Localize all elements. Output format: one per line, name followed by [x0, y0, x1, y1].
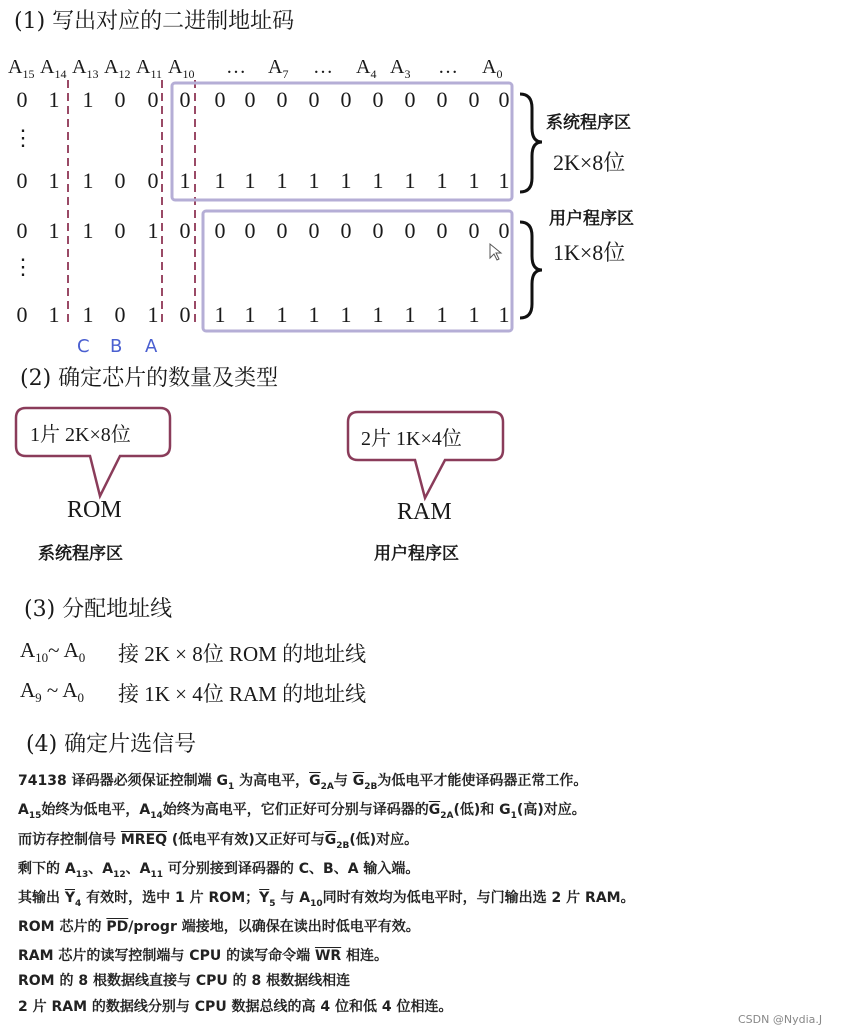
bit-cell: 0: [436, 87, 448, 112]
brace-2: [520, 222, 542, 318]
bit-cell: 1: [468, 302, 480, 327]
bit-cell: 1: [147, 218, 159, 243]
header-label: $A_{15}$: [8, 56, 35, 81]
rom-bubble-text: 1片 2K×8位: [30, 424, 131, 446]
note-2: $A_{15}$始终为低电平，$A_{14}$始终为高电平，它们正好可分别与译码器的$\overline{G}_{2A}$(低)和 $G_1$(高)对应。: [18, 802, 586, 821]
bit-cell: 0: [16, 218, 28, 243]
cba-a: A: [145, 336, 158, 357]
bit-cell: 1: [48, 218, 60, 243]
bit-cell: 0: [179, 218, 191, 243]
bit-cell: 0: [498, 218, 510, 243]
bit-cell: 1: [436, 168, 448, 193]
cap-1k8: 1K×8位: [553, 240, 626, 265]
header-label: $A_{13}$: [72, 56, 99, 81]
bit-cell: 1: [308, 168, 320, 193]
bit-cell: 0: [468, 218, 480, 243]
header-label: …: [438, 56, 458, 78]
addr-line-2-range: $A_9$ ~ $A_0$: [20, 678, 85, 706]
header-label: $A_7$: [268, 56, 289, 81]
bit-cell: 0: [404, 87, 416, 112]
bit-cell: 1: [48, 87, 60, 112]
ram-range-box: [203, 211, 512, 331]
bit-cell: 0: [340, 218, 352, 243]
bit-cell: 0: [468, 87, 480, 112]
bit-cell: 1: [82, 168, 94, 193]
bit-cell: 1: [498, 168, 510, 193]
bit-cell: 0: [276, 218, 288, 243]
bit-cell: 0: [179, 302, 191, 327]
cap-2k8: 2K×8位: [553, 150, 626, 175]
rom-label: 系统程序区: [38, 544, 123, 564]
bit-cell: 1: [372, 168, 384, 193]
bit-cell: 1: [82, 302, 94, 327]
bit-cell: 0: [498, 87, 510, 112]
bit-cell: 1: [404, 168, 416, 193]
bit-cell: 1: [340, 302, 352, 327]
bit-cell: 1: [147, 302, 159, 327]
address-overlay: [0, 0, 841, 340]
bit-cell: 0: [372, 87, 384, 112]
bit-cell: 1: [276, 302, 288, 327]
bit-cell: 1: [404, 302, 416, 327]
bit-cell: 1: [372, 302, 384, 327]
bit-cell: 1: [179, 168, 191, 193]
bit-cell: 1: [214, 168, 226, 193]
label-system-program: 系统程序区: [546, 113, 631, 133]
rom-name: ROM: [67, 497, 122, 523]
bit-cell: 0: [340, 87, 352, 112]
section-1-title: (1) 写出对应的二进制地址码: [14, 9, 295, 34]
note-8: ROM 的 8 根数据线直接与 CPU 的 8 根数据线相连: [18, 973, 351, 989]
note-5: 其输出 $\overline{Y}_4$ 有效时，选中 1 片 ROM；$\overline{Y}_5$ 与 $A_{10}$同时有效均为低电平时，与门输出选 2 片 RAM。: [18, 890, 635, 909]
bit-cell: 1: [214, 302, 226, 327]
note-3: 而访存控制信号 MREQ (低电平有效)又正好可与$\overline{G}_{2B}$(低)对应。: [18, 832, 419, 851]
bit-cell: 1: [244, 302, 256, 327]
header-label: …: [226, 56, 246, 78]
header-label: $A_{11}$: [136, 56, 163, 81]
bit-cell: 0: [16, 302, 28, 327]
vertical-ellipsis: ⋮: [12, 254, 34, 279]
bit-cell: 0: [114, 218, 126, 243]
bit-cell: 0: [404, 218, 416, 243]
section-4-title: (4) 确定片选信号: [26, 732, 197, 757]
bit-cell: 1: [276, 168, 288, 193]
bubbles: [0, 400, 841, 510]
bit-cell: 1: [82, 87, 94, 112]
header-label: $A_3$: [390, 56, 411, 81]
bit-cell: 0: [147, 168, 159, 193]
cba-c: C: [77, 336, 90, 357]
cba-b: B: [110, 336, 123, 357]
bit-cell: 1: [340, 168, 352, 193]
bit-cell: 0: [114, 87, 126, 112]
bit-cell: 0: [244, 218, 256, 243]
bit-cell: 0: [179, 87, 191, 112]
bit-cell: 0: [16, 168, 28, 193]
credit: CSDN @Nydia.J: [738, 1013, 823, 1026]
section-3-title: (3) 分配地址线: [24, 597, 173, 622]
ram-label: 用户程序区: [374, 544, 459, 564]
bit-cell: 0: [147, 87, 159, 112]
bit-cell: 0: [372, 218, 384, 243]
addr-line-2-text: 接 1K × 4位 RAM 的地址线: [118, 682, 367, 706]
cursor-icon: [490, 244, 501, 260]
bit-cell: 0: [16, 87, 28, 112]
bit-cell: 1: [498, 302, 510, 327]
bit-cell: 1: [82, 218, 94, 243]
note-6: ROM 芯片的 $\overline{PD}$/progr 端接地，以确保在读出时低电平有效。: [18, 919, 420, 935]
bit-cell: 0: [436, 218, 448, 243]
bit-cell: 0: [244, 87, 256, 112]
note-4: 剩下的 $A_{13}$、$A_{12}$、$A_{11}$ 可分别接到译码器的 C、B、A 输入端。: [18, 861, 420, 880]
bit-cell: 0: [114, 302, 126, 327]
brace-1: [520, 94, 542, 192]
header-label: $A_{10}$: [168, 56, 195, 81]
note-9: 2 片 RAM 的数据线分别与 CPU 数据总线的高 4 位和低 4 位相连。: [18, 999, 453, 1015]
header-label: …: [313, 56, 333, 78]
bit-cell: 1: [436, 302, 448, 327]
rom-range-box: [172, 83, 512, 200]
bit-cell: 0: [214, 218, 226, 243]
bit-cell: 0: [308, 218, 320, 243]
bit-cell: 1: [308, 302, 320, 327]
header-label: $A_{12}$: [104, 56, 131, 81]
vertical-ellipsis: ⋮: [12, 125, 34, 150]
bit-cell: 1: [48, 168, 60, 193]
section-2-title: (2) 确定芯片的数量及类型: [20, 366, 279, 391]
bit-cell: 1: [244, 168, 256, 193]
note-7: RAM 芯片的读写控制端与 CPU 的读写命令端 $\overline{WR}$ 相连。: [18, 948, 389, 964]
addr-line-1-range: $A_{10}\sim$ $A_0$: [20, 638, 86, 666]
header-label: $A_{14}$: [40, 56, 67, 81]
note-1: 74138 译码器必须保证控制端 $G_1$ 为高电平，$\overline{G}_{2A}$与 $\overline{G}_{2B}$为低电平才能使译码器正常工作。: [18, 773, 588, 792]
bit-cell: 1: [48, 302, 60, 327]
ram-bubble-text: 2片 1K×4位: [361, 428, 462, 450]
bit-cell: 0: [308, 87, 320, 112]
header-label: $A_0$: [482, 56, 503, 81]
bit-cell: 0: [276, 87, 288, 112]
addr-line-1-text: 接 2K × 8位 ROM 的地址线: [118, 642, 367, 666]
header-label: $A_4$: [356, 56, 377, 81]
bit-cell: 1: [468, 168, 480, 193]
label-user-program: 用户程序区: [549, 209, 634, 229]
bit-cell: 0: [214, 87, 226, 112]
ram-name: RAM: [397, 499, 452, 525]
bit-cell: 0: [114, 168, 126, 193]
